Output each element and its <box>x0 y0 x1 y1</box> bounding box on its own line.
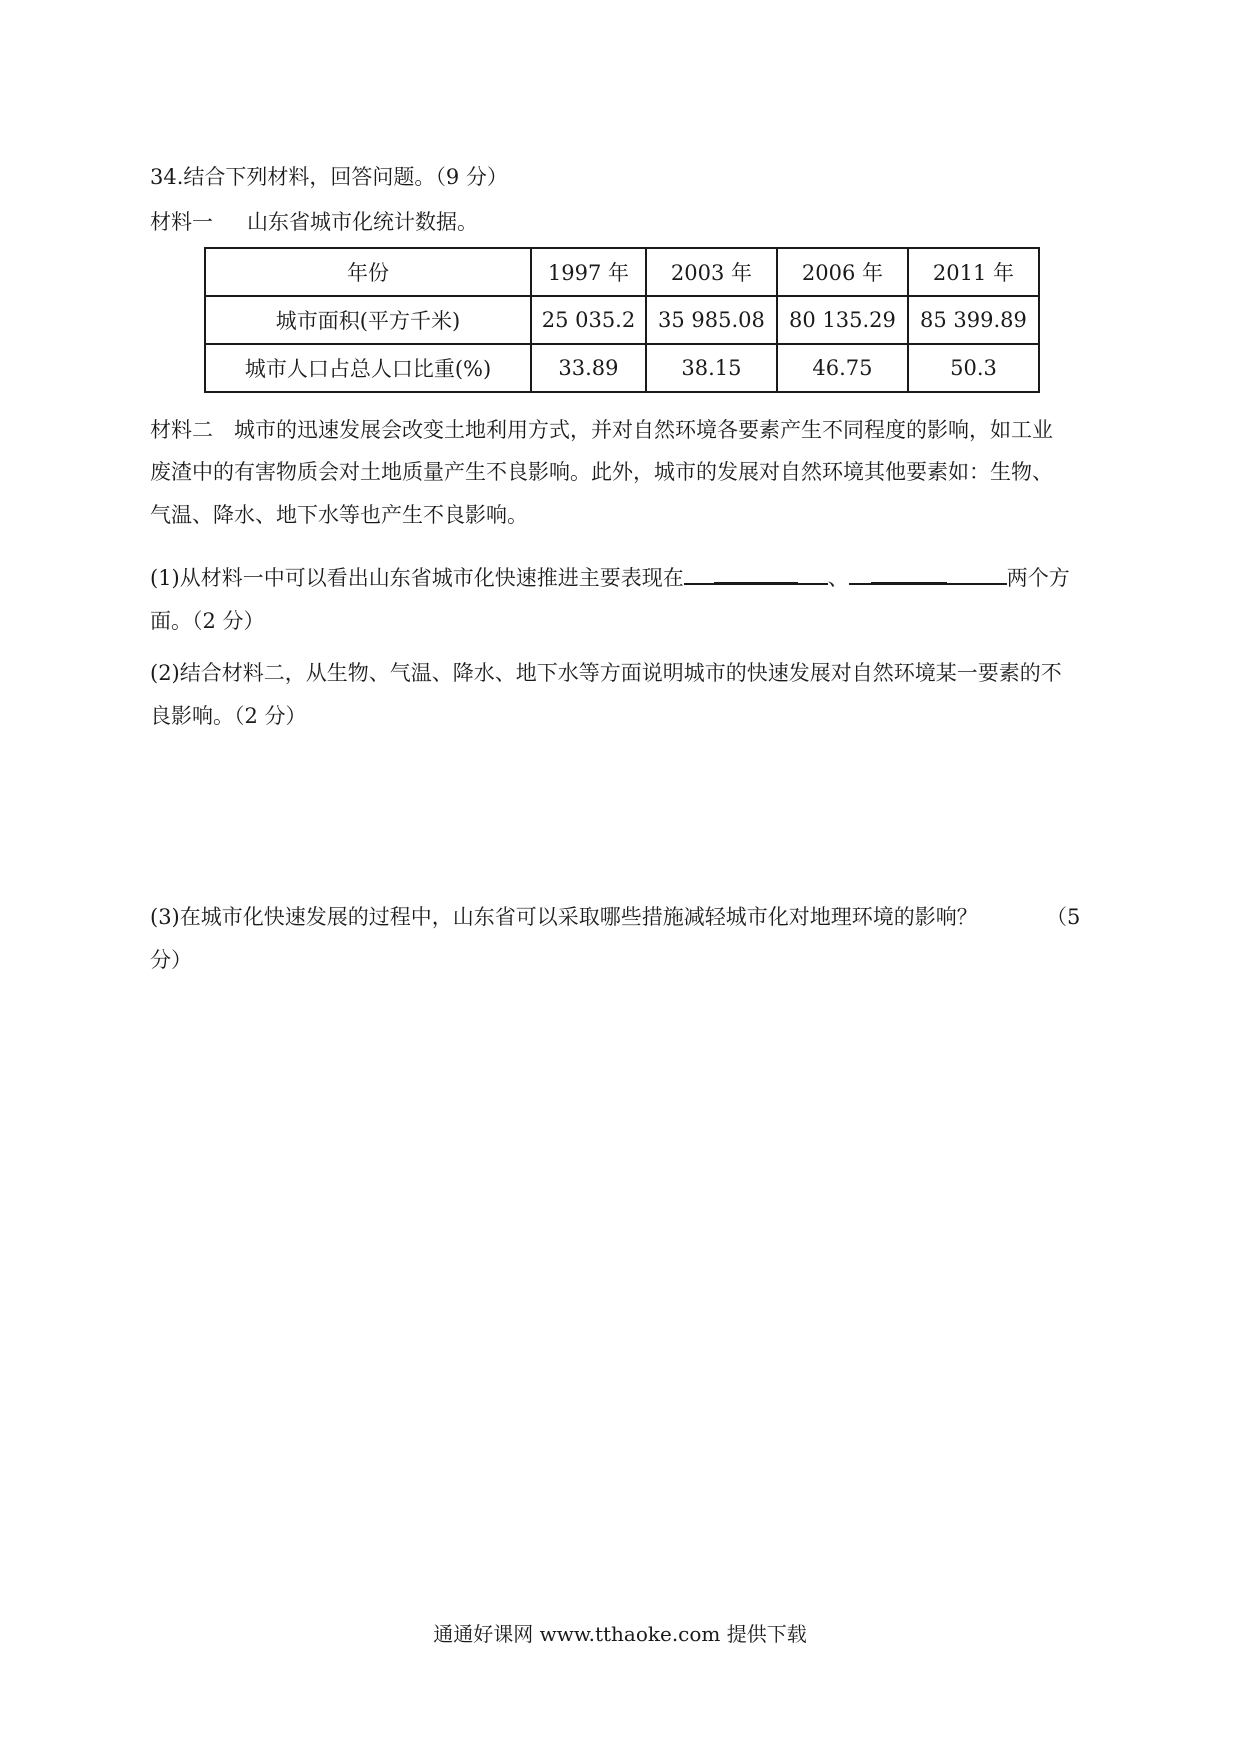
table-row-label: 城市人口占总人口比重(%) <box>205 344 531 392</box>
material1-label: 材料一 <box>150 210 213 234</box>
table-header-cell: 2006 年 <box>777 248 908 296</box>
q2-line: (2)结合材料二，从生物、气温、降水、地下水等方面说明城市的快速发展对自然环境某一要素的不 <box>150 661 1062 685</box>
table-cell: 25 035.2 <box>531 296 646 344</box>
answer-blank-2-tail <box>947 563 1007 585</box>
q3-text: (3)在城市化快速发展的过程中，山东省可以采取哪些措施减轻城市化对地理环境的影响？ <box>150 905 978 929</box>
material2-line: 废渣中的有害物质会对土地质量产生不良影响。此外，城市的发展对自然环境其他要素如：生物、 <box>150 460 1053 484</box>
answer-blank-2[interactable] <box>871 562 947 585</box>
q2-line: 良影响。（2 分） <box>150 704 307 728</box>
q1-prefix: (1)从材料一中可以看出山东省城市化快速推进主要表现在 <box>150 566 684 590</box>
q1-separator: 、 <box>827 566 849 590</box>
answer-blank-2-lead <box>849 563 871 585</box>
table-cell: 35 985.08 <box>646 296 777 344</box>
answer-blank-1-tail <box>798 563 828 585</box>
q3-line2: 分） <box>150 948 192 972</box>
table-cell: 85 399.89 <box>908 296 1039 344</box>
material2-line: 材料二 城市的迅速发展会改变土地利用方式，并对自然环境各要素产生不同程度的影响，如工业 <box>150 418 1053 442</box>
footer-credit: 通通好课网 www.tthaoke.com 提供下载 <box>433 1622 807 1646</box>
table-row <box>205 296 1039 344</box>
table-row-label: 城市面积(平方千米) <box>205 296 531 344</box>
table-row <box>205 344 1039 392</box>
q1-line <box>150 562 1100 592</box>
table-cell: 33.89 <box>531 344 646 392</box>
question-title: 34.结合下列材料，回答问题。（9 分） <box>150 165 508 189</box>
answer-blank-1-lead <box>684 563 714 585</box>
table-cell: 46.75 <box>777 344 908 392</box>
table-header-row <box>205 248 1039 296</box>
table-header-cell: 2003 年 <box>646 248 777 296</box>
table-cell: 38.15 <box>646 344 777 392</box>
material1-caption <box>150 208 1100 236</box>
table-header-cell: 2011 年 <box>908 248 1039 296</box>
table-header-cell: 1997 年 <box>531 248 646 296</box>
table-cell: 50.3 <box>908 344 1039 392</box>
urbanization-table <box>204 247 1040 393</box>
q1-suffix: 两个方 <box>1006 566 1070 590</box>
material1-text: 山东省城市化统计数据。 <box>247 210 478 234</box>
material2-line: 气温、降水、地下水等也产生不良影响。 <box>150 503 528 527</box>
q1-line2: 面。（2 分） <box>150 609 265 633</box>
table-cell: 80 135.29 <box>777 296 908 344</box>
answer-blank-1[interactable] <box>714 562 798 585</box>
q3-line <box>150 903 1100 931</box>
q3-points: （5 <box>1046 905 1081 929</box>
table-header-cell: 年份 <box>205 248 531 296</box>
